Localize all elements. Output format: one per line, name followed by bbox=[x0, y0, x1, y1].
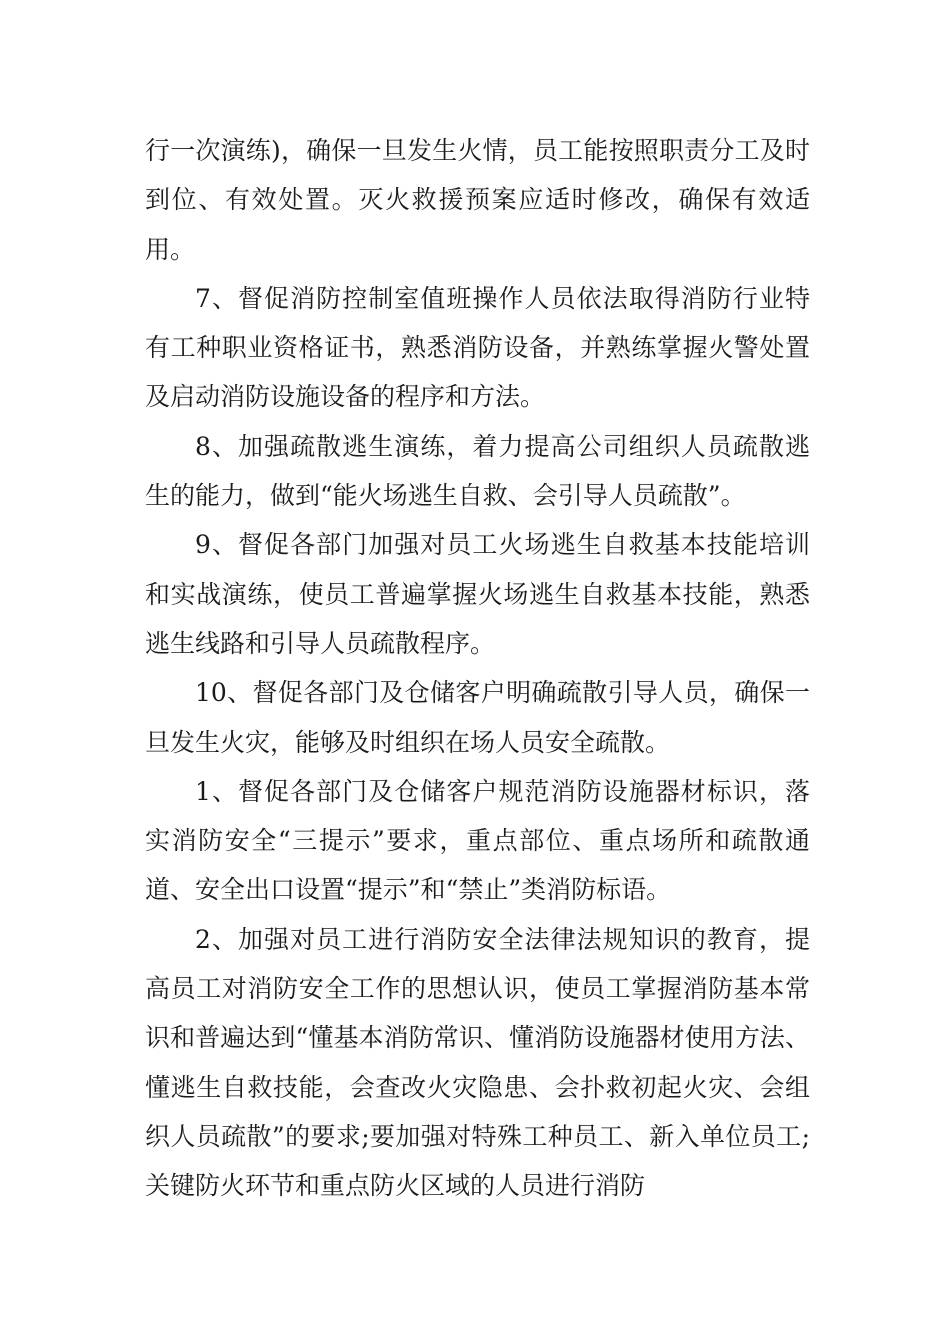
document-body bbox=[145, 126, 810, 1211]
paragraph-item-7: 7、督促消防控制室值班操作人员依法取得消防行业特有工种职业资格证书，熟悉消防设备，并熟练掌握火警处置及启动消防设施设备的程序和方法。 bbox=[145, 283, 810, 412]
paragraph-item-9: 9、督促各部门加强对员工火场逃生自救基本技能培训和实战演练，使员工普遍掌握火场逃生自救基本技能，熟悉逃生线路和引导人员疏散程序。 bbox=[145, 530, 810, 658]
paragraph-continued: 行一次演练)，确保一旦发生火情，员工能按照职责分工及时到位、有效处置。灭火救援预案应适时修改，确保有效适用。 bbox=[145, 136, 810, 264]
paragraph-item-10: 10、督促各部门及仓储客户明确疏散引导人员，确保一旦发生火灾，能够及时组织在场人员安全疏散。 bbox=[145, 678, 810, 757]
paragraph-item-1: 1、督促各部门及仓储客户规范消防设施器材标识，落实消防安全“三提示”要求，重点部位、重点场所和疏散通道、安全出口设置“提示”和“禁止”类消防标语。 bbox=[145, 776, 810, 905]
paragraph-item-2: 2、加强对员工进行消防安全法律法规知识的教育，提高员工对消防安全工作的思想认识，使员工掌握消防基本常识和普遍达到“懂基本消防常识、懂消防设施器材使用方法、懂逃生自救技能，会查改火灾隐患、会扑救初起火灾、会组织人员疏散”的要求;要加强对特殊工种员工、新入单位员工;关键防火环节和重点防火区域的人员进行消防 bbox=[145, 924, 810, 1201]
paragraph-item-8: 8、加强疏散逃生演练，着力提高公司组织人员疏散逃生的能力，做到“能火场逃生自救、会引导人员疏散”。 bbox=[145, 431, 810, 511]
